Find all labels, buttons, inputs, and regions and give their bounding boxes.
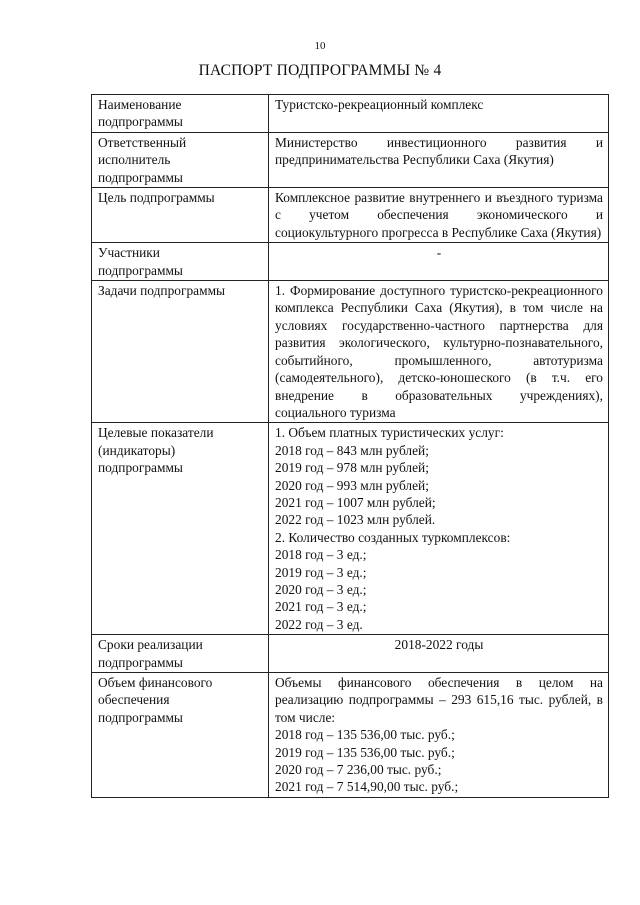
row-value-indicators (269, 423, 609, 635)
table-row (92, 243, 609, 281)
indicator-line: 2021 год – 1007 млн рублей; (275, 494, 436, 510)
indicator-line: 2022 год – 1023 млн рублей. (275, 512, 436, 528)
table-row (92, 281, 609, 423)
indicator-line: 2020 год – 3 ед.; (275, 581, 367, 597)
indicator-line: 2. Количество созданных туркомплексов: (275, 529, 511, 545)
indicator-line: 2019 год – 978 млн рублей; (275, 460, 429, 476)
page-title: ПАСПОРТ ПОДПРОГРАММЫ № 4 (198, 62, 442, 79)
row-label-participants: Участники подпрограммы (92, 243, 269, 281)
funding-line: 2021 год – 7 514,90,00 тыс. руб.; (275, 779, 459, 795)
indicator-line: 1. Объем платных туристических услуг: (275, 425, 504, 441)
table-row (92, 188, 609, 243)
page-number: 10 (314, 40, 326, 52)
table-row (92, 423, 609, 635)
row-value-participants: - (269, 243, 609, 281)
funding-line: 2019 год – 135 536,00 тыс. руб.; (275, 744, 455, 760)
row-label-funding: Объем финансового обеспечения подпрограммы (92, 673, 269, 798)
funding-line: 2020 год – 7 236,00 тыс. руб.; (275, 762, 442, 778)
table-row (92, 132, 609, 187)
passport-table (91, 94, 609, 798)
row-label-goal: Цель подпрограммы (92, 188, 269, 243)
row-label-tasks: Задачи подпрограммы (92, 281, 269, 423)
indicator-line: 2021 год – 3 ед.; (275, 599, 367, 615)
row-label-executor: Ответственный исполнитель подпрограммы (92, 132, 269, 187)
row-label-terms: Сроки реализации подпрограммы (92, 635, 269, 673)
indicator-line: 2018 год – 843 млн рублей; (275, 442, 429, 458)
indicator-line: 2018 год – 3 ед.; (275, 547, 367, 563)
row-value-funding (269, 673, 609, 798)
funding-line: 2018 год – 135 536,00 тыс. руб.; (275, 727, 455, 743)
indicator-line: 2019 год – 3 ед.; (275, 564, 367, 580)
row-label-indicators: Целевые показатели (индикаторы) подпрограммы (92, 423, 269, 635)
table-row (92, 635, 609, 673)
indicator-line: 2020 год – 993 млн рублей; (275, 477, 429, 493)
row-value-terms: 2018-2022 годы (269, 635, 609, 673)
funding-intro: Объемы финансового обеспечения в целом на реализацию подпрограммы – 293 615,16 тыс. рублей, в том числе: (275, 675, 603, 725)
row-value-name: Туристско-рекреационный комплекс (269, 95, 609, 133)
indicator-line: 2022 год – 3 ед. (275, 616, 363, 632)
row-value-goal: Комплексное развитие внутреннего и въездного туризма с учетом обеспечения экономического и социокультурного прогресса в Республике Саха (Якутия) (269, 188, 609, 243)
row-value-executor: Министерство инвестиционного развития и предпринимательства Республики Саха (Якутия) (269, 132, 609, 187)
table-row (92, 673, 609, 798)
row-value-tasks: 1. Формирование доступного туристско-рекреационного комплекса Республики Саха (Якутия), в том числе на условиях государственно-частного партнерства для развития экологического, культурно-познавательного, событийного, промышленного, автотуризма (самодеятельного), детско-юношеского (в т.ч. его внедрение в образовательных учреждениях), социального туризма (269, 281, 609, 423)
table-row (92, 95, 609, 133)
row-label-name: Наименование подпрограммы (92, 95, 269, 133)
